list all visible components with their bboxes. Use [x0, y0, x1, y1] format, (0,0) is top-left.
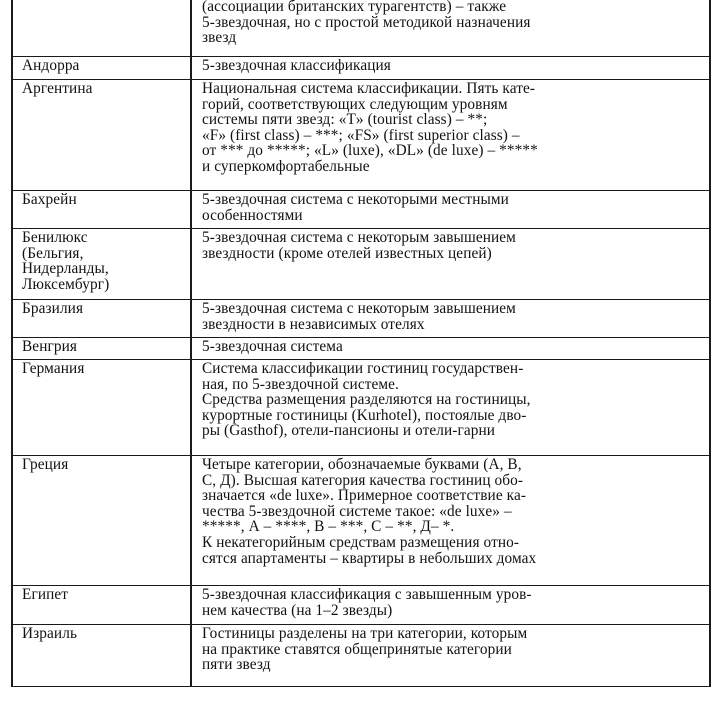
description-line: 5-звездочная классификация: [202, 57, 391, 74]
description-line: К некатегорийным средствам размещения отно-: [202, 533, 520, 551]
country-name-line: Нидерланды,: [22, 260, 109, 278]
country-name-line: Бахрейн: [22, 191, 77, 208]
country-name-line: Аргентина: [22, 80, 93, 97]
description-line: (ассоциации британских турагентств) – также: [202, 0, 507, 15]
description-line: горий, соответствующих следующим уровням: [202, 95, 508, 113]
description-line: 5-звездочная система с некоторым завышением: [202, 300, 516, 317]
classification-description-cell: [191, 80, 710, 191]
classification-description-cell: [191, 586, 710, 625]
description-line: от *** до *****; «L» (luxe), «DL» (de luxe) – *****: [202, 142, 538, 160]
country-name-line: Египет: [22, 586, 69, 603]
description-line: 5-звездочная система с некоторыми местными: [202, 191, 509, 208]
description-line: *****, А – ****, В – ***, С – **, Д– *.: [202, 518, 455, 536]
description-line: С, Д). Высшая категория качества гостиниц обо-: [202, 471, 524, 489]
description-line: на практике ставятся общепринятые категории: [202, 640, 512, 658]
table-row: [12, 57, 710, 80]
country-cell: [12, 0, 191, 57]
classification-description-cell: [191, 338, 710, 360]
description-line: «F» (first class) – ***; «FS» (first superior class) –: [202, 126, 520, 144]
description-line: системы пяти звезд: «T» (tourist class) – **;: [202, 111, 488, 129]
country-name-line: (Бельгия,: [22, 244, 84, 262]
table-row: [12, 360, 710, 456]
table-row: [12, 586, 710, 625]
table-row: [12, 0, 710, 57]
hotel-classification-table: [11, 0, 711, 687]
classification-description-cell: [191, 300, 710, 338]
country-cell: [12, 300, 191, 338]
description-line: звезд: [202, 29, 237, 47]
description-line: звездности в независимых отелях: [202, 315, 425, 333]
classification-description-cell: [191, 360, 710, 456]
country-name-line: Бенилюкс: [22, 229, 88, 246]
table-row: [12, 338, 710, 360]
country-name-line: Греция: [22, 456, 69, 473]
classification-description-cell: [191, 191, 710, 229]
description-line: особенностями: [202, 206, 303, 224]
country-cell: [12, 338, 191, 360]
classification-description-cell: [191, 229, 710, 300]
country-cell: [12, 360, 191, 456]
country-name-line: Андорра: [22, 57, 80, 74]
country-name-line: Бразилия: [22, 300, 84, 317]
table-row: [12, 625, 710, 687]
description-line: значается «de luxe». Примерное соответствие ка-: [202, 487, 527, 505]
description-line: 5-звездочная система с некоторым завышением: [202, 229, 516, 246]
description-line: Средства размещения разделяются на гостиницы,: [202, 391, 531, 409]
table-row: [12, 191, 710, 229]
country-cell: [12, 586, 191, 625]
country-name-line: Израиль: [22, 625, 78, 642]
country-cell: [12, 625, 191, 687]
description-line: Национальная система классификации. Пять кате-: [202, 80, 536, 97]
classification-description-cell: [191, 625, 710, 687]
description-line: Гостиницы разделены на три категории, которым: [202, 625, 528, 642]
table-body: [12, 0, 710, 687]
country-name-line: Германия: [22, 360, 85, 377]
country-name-line: Венгрия: [22, 338, 78, 355]
description-line: сятся апартаменты – квартиры в небольших домах: [202, 549, 537, 567]
classification-description-cell: [191, 456, 710, 586]
description-line: курортные гостиницы (Kurhotel), постоялые дво-: [202, 406, 527, 424]
description-line: Система классификации гостиниц государствен-: [202, 360, 524, 377]
table-row: [12, 300, 710, 338]
description-line: пяти звезд: [202, 656, 271, 674]
description-line: ная, по 5-звездочной системе.: [202, 375, 399, 393]
country-cell: [12, 80, 191, 191]
country-name-line: Люксембург): [22, 275, 110, 293]
classification-description-cell: [191, 0, 710, 57]
table-row: [12, 229, 710, 300]
table-row: [12, 456, 710, 586]
description-line: 5-звездочная классификация с завышенным уров-: [202, 586, 532, 603]
description-line: 5-звездочная система: [202, 338, 343, 355]
country-cell: [12, 191, 191, 229]
description-line: звездности (кроме отелей известных цепей): [202, 244, 492, 262]
description-line: чества 5-звездочной системе такое: «de luxe» –: [202, 502, 512, 520]
description-line: и суперкомфортабельные: [202, 157, 370, 175]
classification-description-cell: [191, 57, 710, 80]
country-cell: [12, 456, 191, 586]
description-line: Четыре категории, обозначаемые буквами (А, В,: [202, 456, 522, 473]
table-row: [12, 80, 710, 191]
description-line: нем качества (на 1–2 звезды): [202, 601, 393, 619]
description-line: ры (Gasthof), отели-пансионы и отели-гарни: [202, 422, 496, 440]
country-cell: [12, 229, 191, 300]
country-cell: [12, 57, 191, 80]
description-line: 5-звездочная, но с простой методикой назначения: [202, 13, 531, 31]
